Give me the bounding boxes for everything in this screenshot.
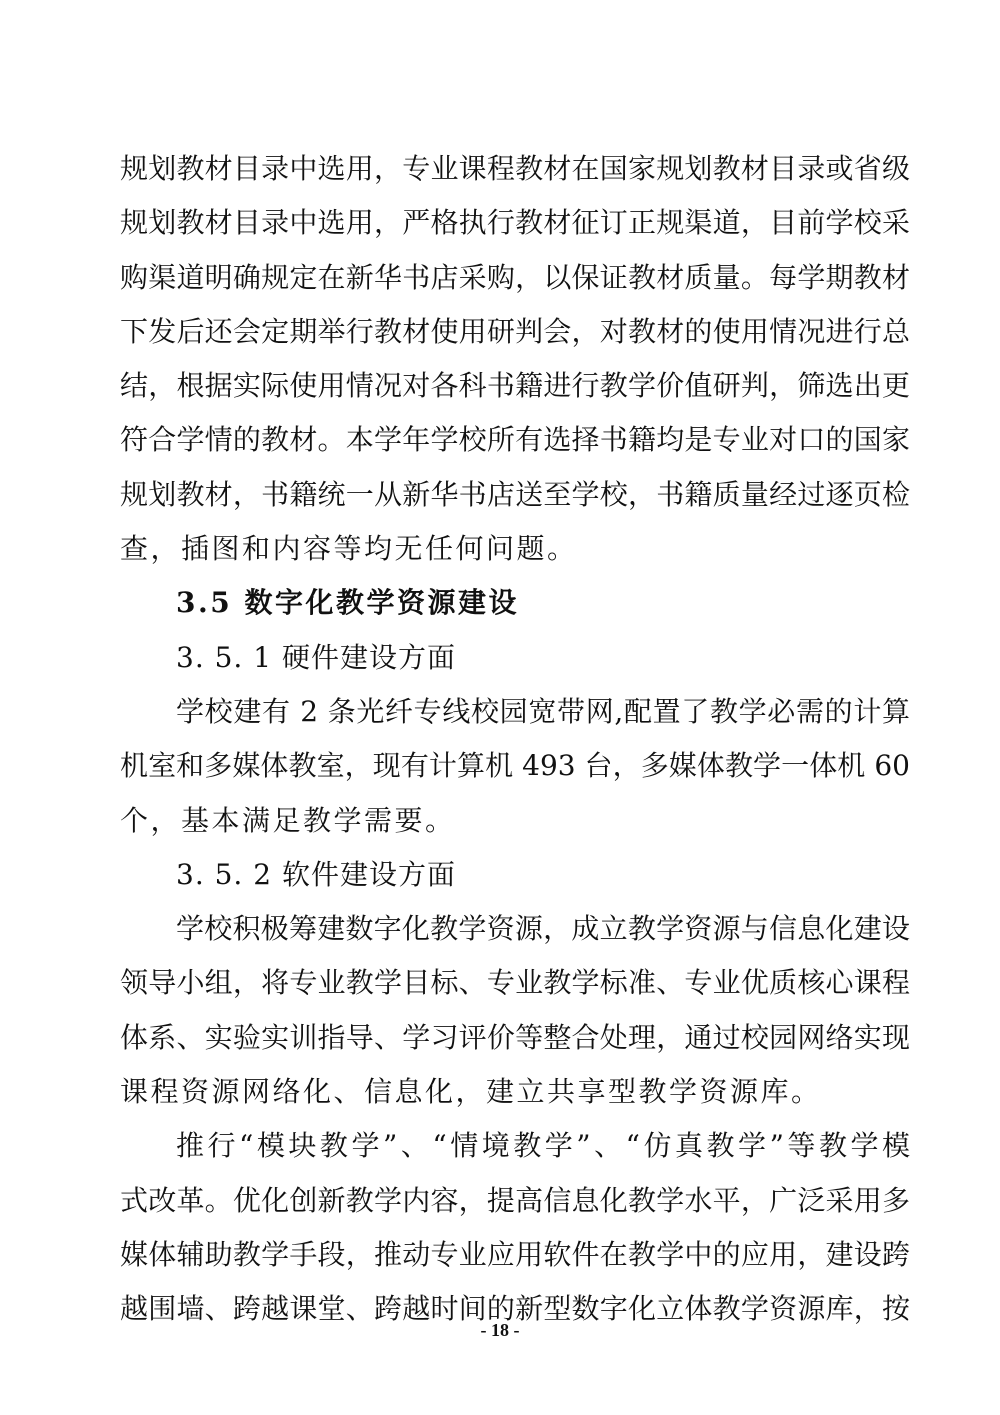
text-line: 下发后还会定期举行教材使用研判会，对教材的使用情况进行总 [120,314,910,348]
text-line: 购渠道明确规定在新华书店采购，以保证教材质量。每学期教材 [120,260,910,294]
text-line: 越围墙、跨越课堂、跨越时间的新型数字化立体教学资源库，按 [120,1292,910,1326]
subsection-heading: 3. 5. 1 硬件建设方面 [176,640,456,674]
text-line: 查，插图和内容等均无任何问题。 [120,532,578,566]
text-line: 式改革。优化创新教学内容，提高信息化教学水平，广泛采用多 [120,1183,910,1217]
text-line: 规划教材目录中选用，专业课程教材在国家规划教材目录或省级 [120,152,910,185]
text-line: 个，基本满足教学需要。 [120,803,456,837]
page-number: - 18 - [480,1320,520,1340]
text-line: 机室和多媒体教室，现有计算机 493 台，多媒体教学一体机 60 [120,749,910,783]
text-line: 体系、实验实训指导、学习评价等整合处理，通过校园网络实现 [120,1020,910,1054]
subsection-heading: 3. 5. 2 软件建设方面 [176,857,456,891]
section-heading: 3.5 数字化教学资源建设 [176,586,519,620]
text-line: 学校建有 2 条光纤专线校园宽带网,配置了教学必需的计算 [176,694,910,728]
text-line: 规划教材目录中选用，严格执行教材征订正规渠道，目前学校采 [120,206,910,240]
text-line: 推行“模块教学”、“情境教学”、“仿真教学”等教学模 [176,1129,910,1163]
text-line: 领导小组，将专业教学目标、专业教学标准、专业优质核心课程 [120,966,910,1000]
text-line: 课程资源网络化、信息化，建立共享型教学资源库。 [120,1075,822,1109]
text-line: 学校积极筹建数字化教学资源，成立教学资源与信息化建设 [176,912,910,946]
body-text [120,142,910,1337]
text-line: 规划教材，书籍统一从新华书店送至学校，书籍质量经过逐页检 [120,477,910,511]
text-line: 媒体辅助教学手段，推动专业应用软件在教学中的应用，建设跨 [120,1237,910,1271]
text-line: 结，根据实际使用情况对各科书籍进行教学价值研判，筛选出更 [120,369,910,403]
text-line: 符合学情的教材。本学年学校所有选择书籍均是专业对口的国家 [120,423,910,457]
